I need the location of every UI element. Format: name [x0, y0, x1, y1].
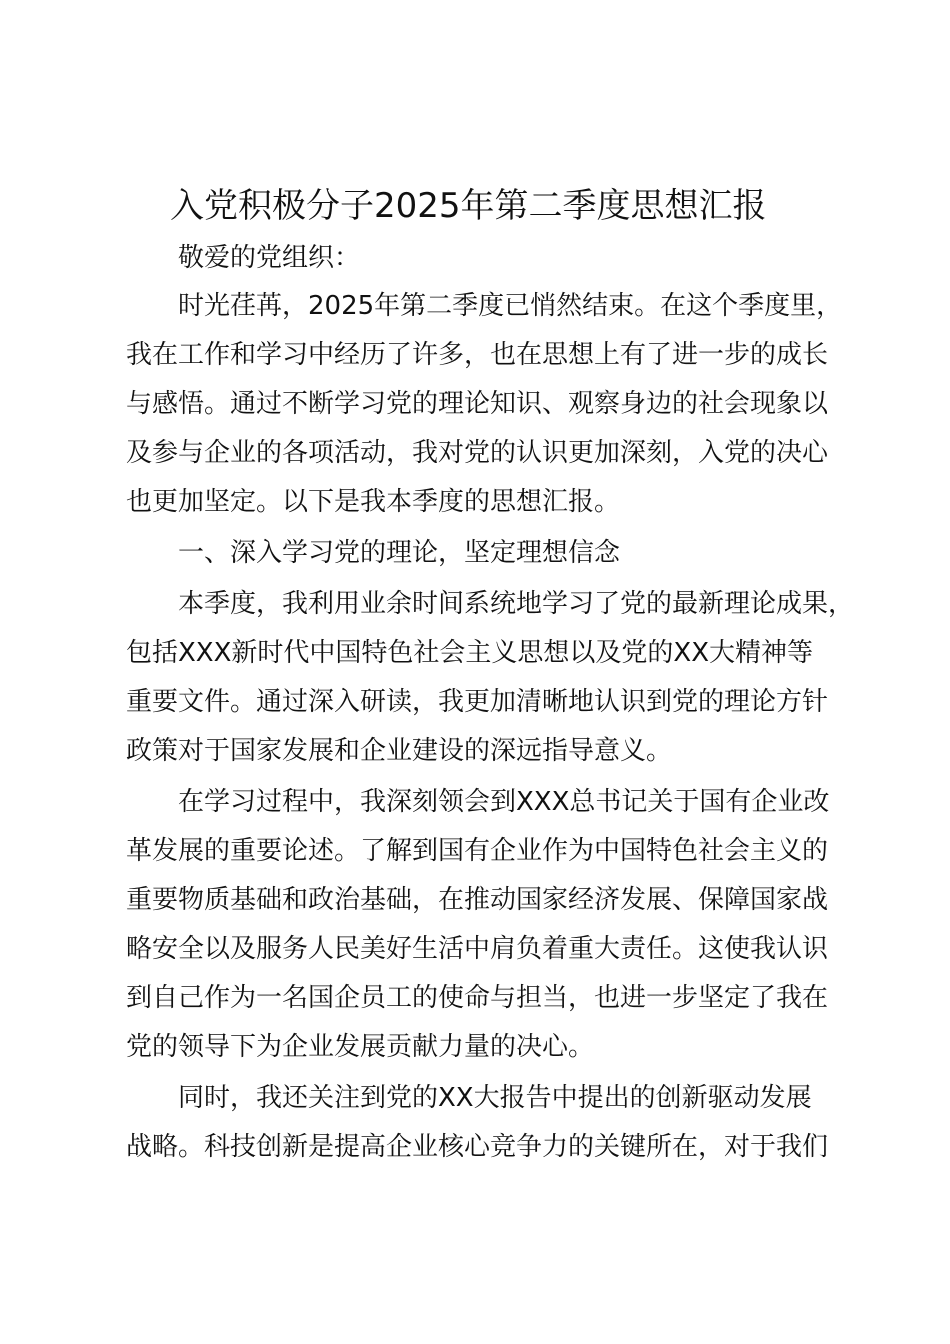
paragraph-line: 革发展的重要论述。了解到国有企业作为中国特色社会主义的 [126, 836, 829, 866]
paragraph-line: 我在工作和学习中经历了许多，也在思想上有了进一步的成长 [126, 340, 829, 370]
section-heading: 一、深入学习党的理论，坚定理想信念 [178, 538, 621, 568]
paragraph-line: 战略。科技创新是提高企业核心竞争力的关键所在，对于我们 [126, 1132, 829, 1162]
paragraph-line: 时光荏苒，2025年第二季度已悄然结束。在这个季度里， [178, 291, 843, 321]
paragraph-line: 重要文件。通过深入研读，我更加清晰地认识到党的理论方针 [126, 687, 829, 717]
paragraph-line: 在学习过程中，我深刻领会到XXX总书记关于国有企业改 [178, 787, 830, 817]
paragraph-line: 党的领导下为企业发展贡献力量的决心。 [126, 1032, 595, 1062]
paragraph-line: 重要物质基础和政治基础，在推动国家经济发展、保障国家战 [126, 885, 829, 915]
paragraph-line: 也更加坚定。以下是我本季度的思想汇报。 [126, 487, 621, 517]
paragraph-line: 略安全以及服务人民美好生活中肩负着重大责任。这使我认识 [126, 934, 829, 964]
paragraph-line: 政策对于国家发展和企业建设的深远指导意义。 [126, 736, 673, 766]
salutation: 敬爱的党组织： [178, 243, 361, 273]
paragraph-line: 包括XXX新时代中国特色社会主义思想以及党的XX大精神等 [126, 638, 814, 668]
paragraph-line: 及参与企业的各项活动，我对党的认识更加深刻，入党的决心 [126, 438, 829, 468]
paragraph-line: 与感悟。通过不断学习党的理论知识、观察身边的社会现象以 [126, 389, 829, 419]
paragraph-line: 到自己作为一名国企员工的使命与担当，也进一步坚定了我在 [126, 983, 829, 1013]
paragraph-line: 同时，我还关注到党的XX大报告中提出的创新驱动发展 [178, 1083, 812, 1113]
document-title: 入党积极分子2025年第二季度思想汇报 [170, 186, 767, 226]
paragraph-line: 本季度，我利用业余时间系统地学习了党的最新理论成果， [178, 589, 855, 619]
